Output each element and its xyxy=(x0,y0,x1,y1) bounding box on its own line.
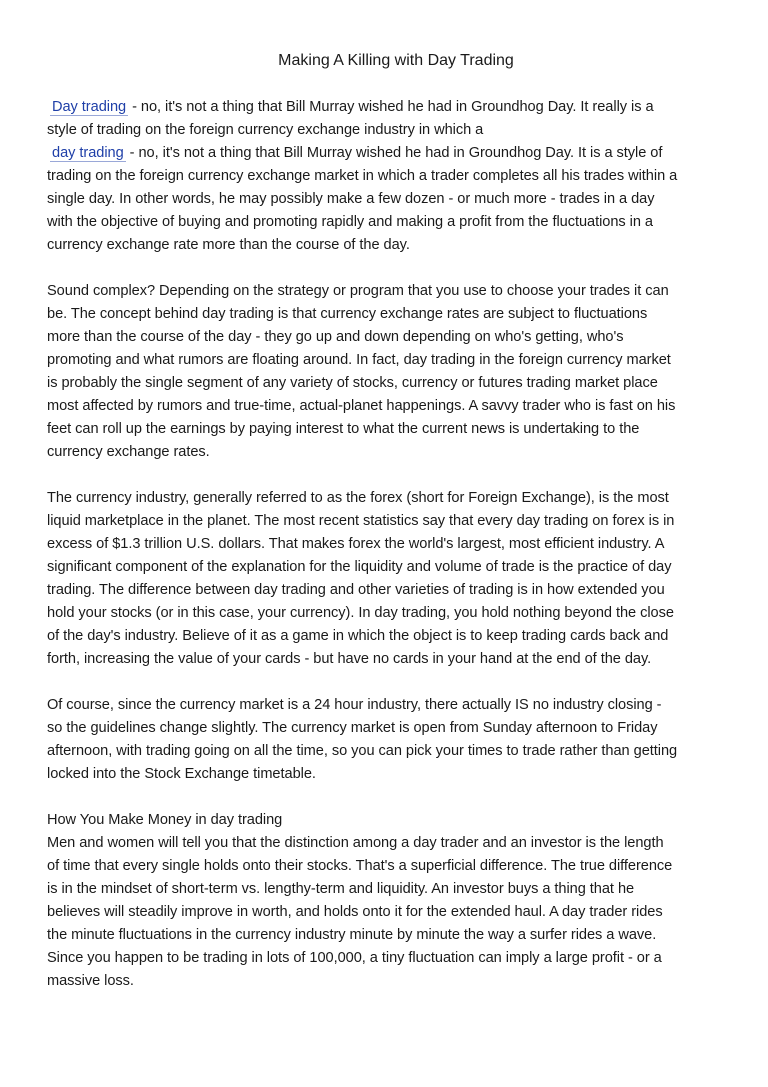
paragraph-line: be. The concept behind day trading is that currency exchange rates are subject to fluctuations xyxy=(47,306,648,322)
paragraph-line: of time that every single holds onto their stocks. That's a superficial difference. The true difference xyxy=(47,858,673,874)
paragraph-line: so the guidelines change slightly. The currency market is open from Sunday afternoon to Friday xyxy=(47,720,658,736)
paragraph-line: hold your stocks (or in this case, your currency). In day trading, you hold nothing beyond the close xyxy=(47,605,674,621)
paragraph-line: Sound complex? Depending on the strategy or program that you use to choose your trades it can xyxy=(47,283,669,299)
intro-paragraph xyxy=(47,96,727,257)
intro-line-1-text: - no, it's not a thing that Bill Murray wished he had in Groundhog Day. It really is a xyxy=(128,99,654,115)
paragraph-of-course xyxy=(47,694,727,786)
intro-line-2: style of trading on the foreign currency exchange industry in which a xyxy=(47,122,484,138)
document-page xyxy=(47,50,727,1016)
intro-line: with the objective of buying and promoting rapidly and making a profit from the fluctuations in a xyxy=(47,214,654,230)
paragraph-sound-complex xyxy=(47,280,727,464)
intro-line-3 xyxy=(47,142,727,165)
intro-line-3-text: - no, it's not a thing that Bill Murray wished he had in Groundhog Day. It is a style of xyxy=(125,145,663,161)
intro-line-1 xyxy=(47,96,727,119)
paragraph-line: promoting and what rumors are floating around. In fact, day trading in the foreign currency market xyxy=(47,352,671,368)
paragraph-how-you-make-money xyxy=(47,809,727,993)
paragraph-line: trading. The difference between day trading and other varieties of trading is in how extended you xyxy=(47,582,665,598)
intro-line: currency exchange rate more than the course of the day. xyxy=(47,237,410,253)
day-trading-link-1[interactable]: Day trading xyxy=(52,99,127,115)
paragraph-line: believes will steadily improve in worth, and holds onto it for the extended haul. A day trader rides xyxy=(47,904,663,920)
paragraph-currency-industry xyxy=(47,487,727,671)
paragraph-line: more than the course of the day - they go up and down depending on who's getting, who's xyxy=(47,329,624,345)
paragraph-line: significant component of the explanation for the liquidity and volume of trade is the practice of day xyxy=(47,559,672,575)
paragraph-line: massive loss. xyxy=(47,973,134,989)
paragraph-line: afternoon, with trading going on all the time, so you can pick your times to trade rather than getting xyxy=(47,743,678,759)
paragraph-line: excess of $1.3 trillion U.S. dollars. That makes forex the world's largest, most efficient industry. A xyxy=(47,536,665,552)
paragraph-line: liquid marketplace in the planet. The most recent statistics say that every day trading on forex is in xyxy=(47,513,675,529)
paragraph-line: The currency industry, generally referred to as the forex (short for Foreign Exchange), is the most xyxy=(47,490,669,506)
paragraph-line: the minute fluctuations in the currency industry minute by minute the way a surfer rides a wave. xyxy=(47,927,657,943)
intro-line: single day. In other words, he may possibly make a few dozen - or much more - trades in a day xyxy=(47,191,655,207)
paragraph-line: of the day's industry. Believe of it as a game in which the object is to keep trading cards back and xyxy=(47,628,669,644)
paragraph-line: feet can roll up the earnings by paying interest to what the current news is undertaking to the xyxy=(47,421,640,437)
paragraph-line: forth, increasing the value of your cards - but have no cards in your hand at the end of the day. xyxy=(47,651,652,667)
paragraph-line: is probably the single segment of any variety of stocks, currency or futures trading market place xyxy=(47,375,658,391)
day-trading-link-2[interactable]: day trading xyxy=(52,145,124,161)
paragraph-line: Since you happen to be trading in lots of 100,000, a tiny fluctuation can imply a large profit - or a xyxy=(47,950,662,966)
section-heading: How You Make Money in day trading xyxy=(47,812,283,828)
intro-line: trading on the foreign currency exchange market in which a trader completes all his trades within a xyxy=(47,168,678,184)
paragraph-line: Men and women will tell you that the distinction among a day trader and an investor is the length xyxy=(47,835,664,851)
paragraph-line: most affected by rumors and true-time, actual-planet happenings. A savvy trader who is fast on his xyxy=(47,398,676,414)
document-title: Making A Killing with Day Trading xyxy=(278,52,514,69)
paragraph-line: currency exchange rates. xyxy=(47,444,210,460)
paragraph-line: locked into the Stock Exchange timetable. xyxy=(47,766,316,782)
paragraph-line: Of course, since the currency market is a 24 hour industry, there actually IS no industry closing - xyxy=(47,697,662,713)
paragraph-line: is in the mindset of short-term vs. lengthy-term and liquidity. An investor buys a thing that he xyxy=(47,881,635,897)
